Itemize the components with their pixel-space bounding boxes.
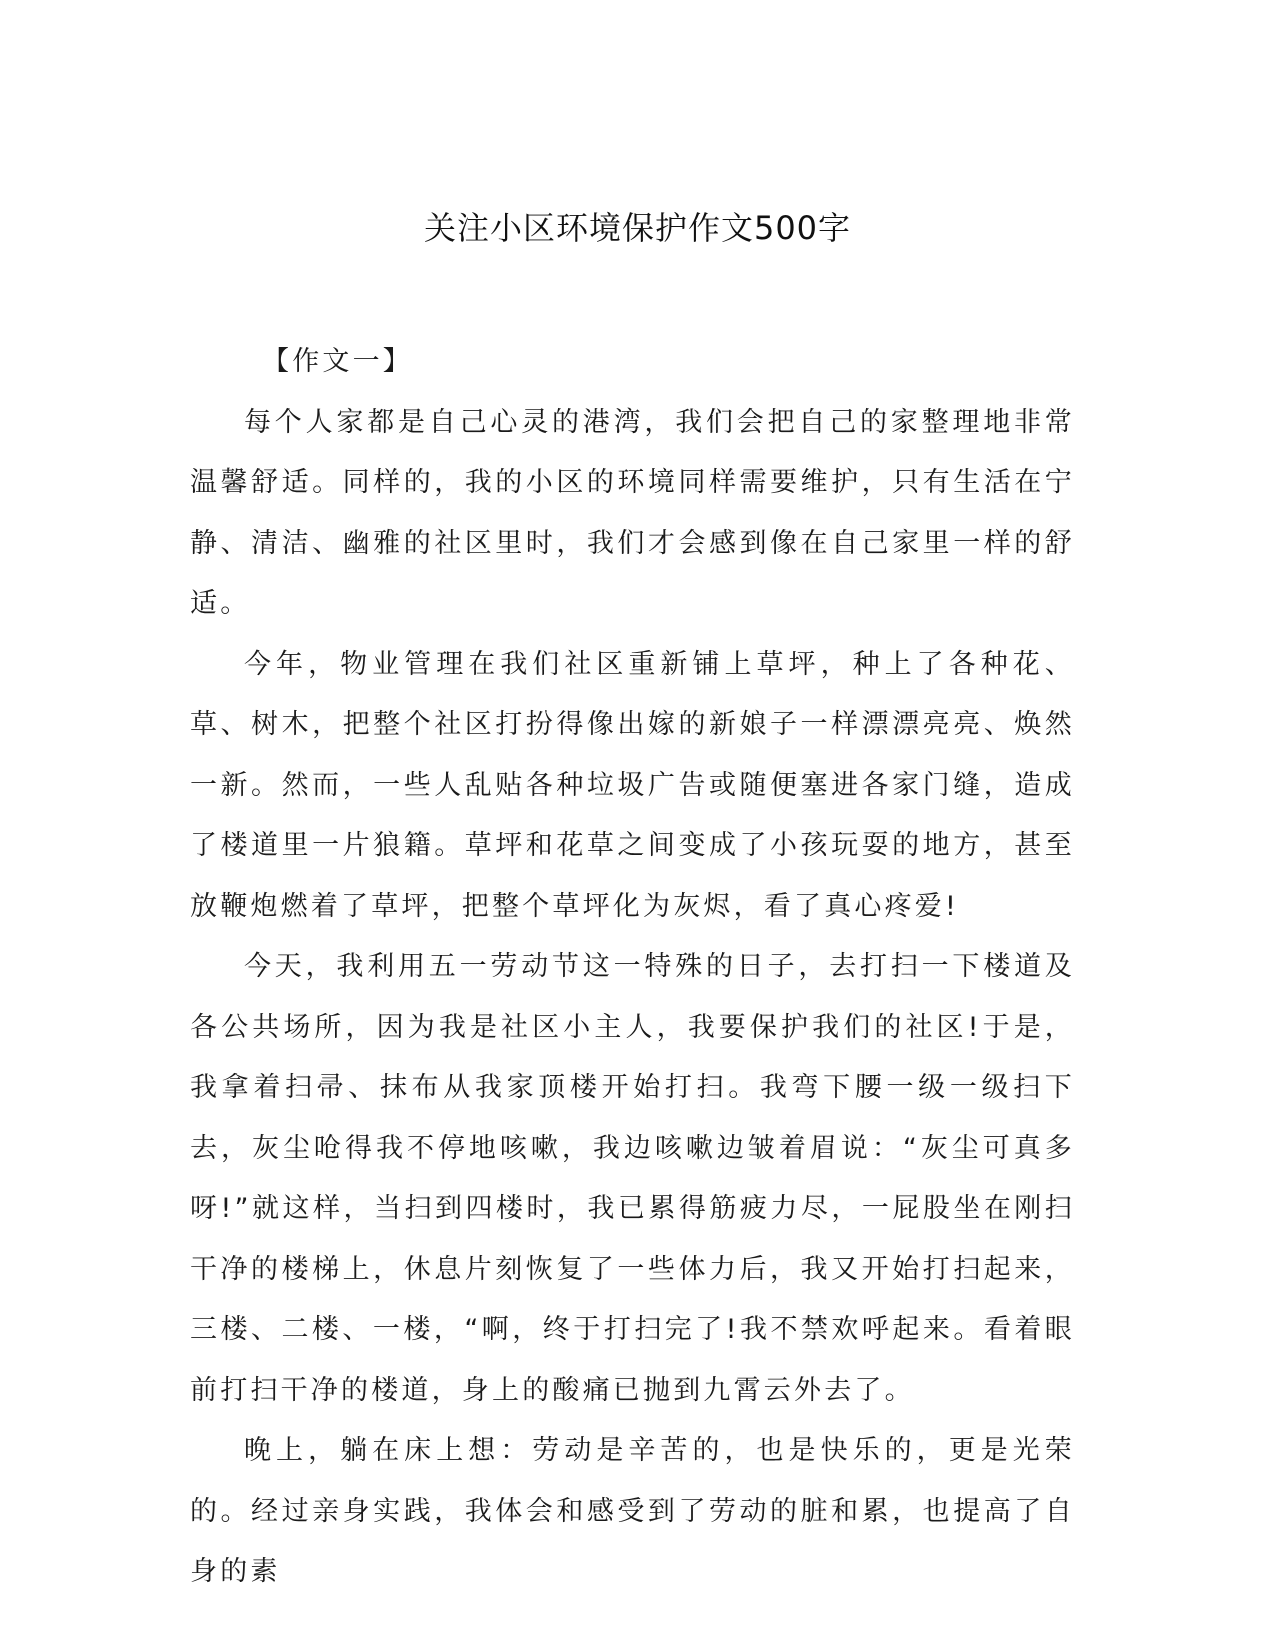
- section-heading: 【作文一】: [262, 346, 413, 377]
- paragraph-2: 今年，物业管理在我们社区重新铺上草坪，种上了各种花、草、树木，把整个社区打扮得像出嫁的新娘子一样漂漂亮亮、焕然一新。然而，一些人乱贴各种垃圾广告或随便塞进各家门缝，造成了楼道里一片狼籍。草坪和花草之间变成了小孩玩耍的地方，甚至放鞭炮燃着了草坪，把整个草坪化为灰烬，看了真心疼爱!: [190, 648, 1075, 922]
- document-body: [190, 332, 1075, 1603]
- document-title: 关注小区环境保护作文500字: [423, 209, 852, 247]
- paragraph-1: 每个人家都是自己心灵的港湾，我们会把自己的家整理地非常温馨舒适。同样的，我的小区的环境同样需要维护，只有生活在宁静、清洁、幽雅的社区里时，我们才会感到像在自己家里一样的舒适。: [190, 406, 1075, 619]
- paragraph-4: 晚上，躺在床上想：劳动是辛苦的，也是快乐的，更是光荣的。经过亲身实践，我体会和感受到了劳动的脏和累，也提高了自身的素: [190, 1435, 1075, 1587]
- paragraph-3: 今天，我利用五一劳动节这一特殊的日子，去打扫一下楼道及各公共场所，因为我是社区小主人，我要保护我们的社区!于是，我拿着扫帚、抹布从我家顶楼开始打扫。我弯下腰一级一级扫下去，灰尘呛得我不停地咳嗽，我边咳嗽边皱着眉说：“灰尘可真多呀!”就这样，当扫到四楼时，我已累得筋疲力尽，一屁股坐在刚扫干净的楼梯上，休息片刻恢复了一些体力后，我又开始打扫起来，三楼、二楼、一楼，“啊，终于打扫完了!我不禁欢呼起来。看着眼前打扫干净的楼道，身上的酸痛已抛到九霄云外去了。: [190, 951, 1075, 1406]
